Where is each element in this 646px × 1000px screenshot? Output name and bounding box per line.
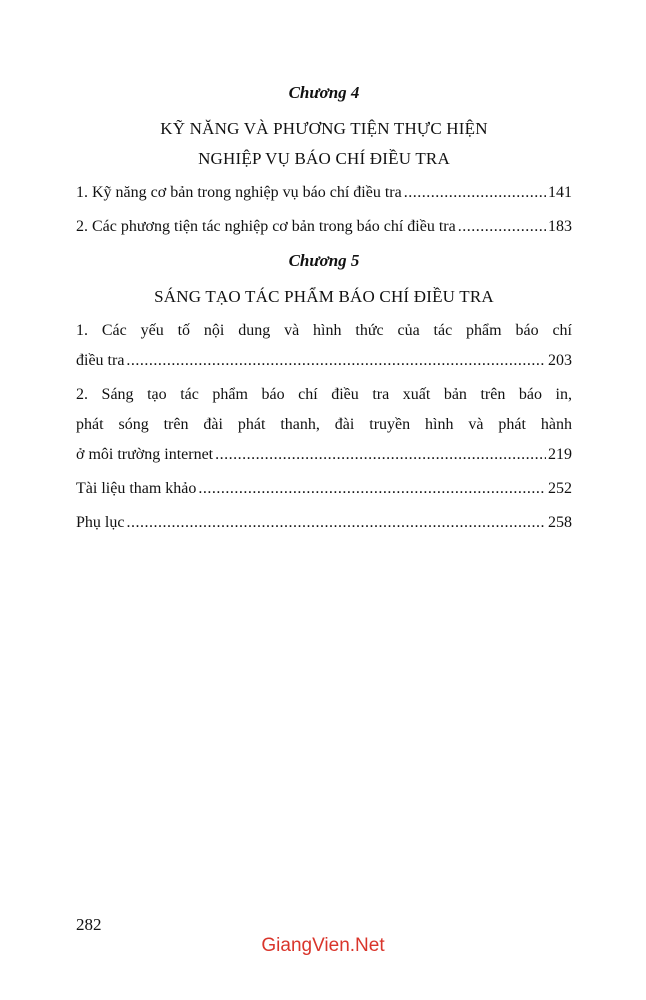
toc-entry-page: 183 [548, 218, 572, 235]
toc-entry-references[interactable] [76, 474, 572, 504]
page-number: 282 [76, 915, 102, 934]
toc-entry-text: 1. Kỹ năng cơ bản trong nghiệp vụ báo chí điều tra [76, 184, 402, 201]
toc-entry-text: Phụ lục [76, 514, 125, 531]
chapter-4-title-line-2: NGHIỆP VỤ BÁO CHÍ ĐIỀU TRA [198, 149, 450, 168]
chapter-5-heading: Chương 5 [288, 251, 360, 270]
chapter-5-title-line-1: SÁNG TẠO TÁC PHẨM BÁO CHÍ ĐIỀU TRA [154, 287, 494, 306]
toc-entry[interactable] [76, 380, 572, 470]
toc-entry-appendix[interactable] [76, 508, 572, 538]
toc-entry-page: 258 [548, 514, 572, 531]
toc-entry-text: Tài liệu tham khảo [76, 480, 197, 497]
toc-entry-text-last: ở môi trường internet [76, 446, 214, 463]
toc-entry-text: 1. Các yếu tố nội dung và hình thức của tác phẩm báo chí [76, 322, 572, 339]
toc-leader-dots [126, 508, 546, 538]
table-of-contents [76, 80, 572, 538]
toc-entry[interactable] [76, 212, 572, 242]
toc-entry-page: 219 [548, 446, 572, 463]
chapter-4-title-line-1: KỸ NĂNG VÀ PHƯƠNG TIỆN THỰC HIỆN [160, 119, 488, 138]
toc-entry-page: 252 [548, 480, 572, 497]
toc-leader-dots [404, 178, 546, 208]
toc-leader-dots [198, 474, 546, 504]
toc-leader-dots [215, 440, 546, 470]
toc-entry-page: 141 [548, 184, 572, 201]
toc-entry[interactable] [76, 178, 572, 208]
chapter-4-heading: Chương 4 [288, 83, 360, 102]
watermark: GiangVien.Net [261, 935, 385, 956]
toc-entry-text: phát sóng trên đài phát thanh, đài truyền hình và phát hành [76, 416, 572, 433]
toc-entry-text: 2. Các phương tiện tác nghiệp cơ bản trong báo chí điều tra [76, 218, 456, 235]
toc-entry-text: 2. Sáng tạo tác phẩm báo chí điều tra xuất bản trên báo in, [76, 386, 572, 403]
toc-entry[interactable] [76, 316, 572, 376]
toc-leader-dots [458, 212, 546, 242]
toc-entry-page: 203 [548, 352, 572, 369]
toc-leader-dots [126, 346, 546, 376]
toc-entry-text-last: điều tra [76, 352, 125, 369]
